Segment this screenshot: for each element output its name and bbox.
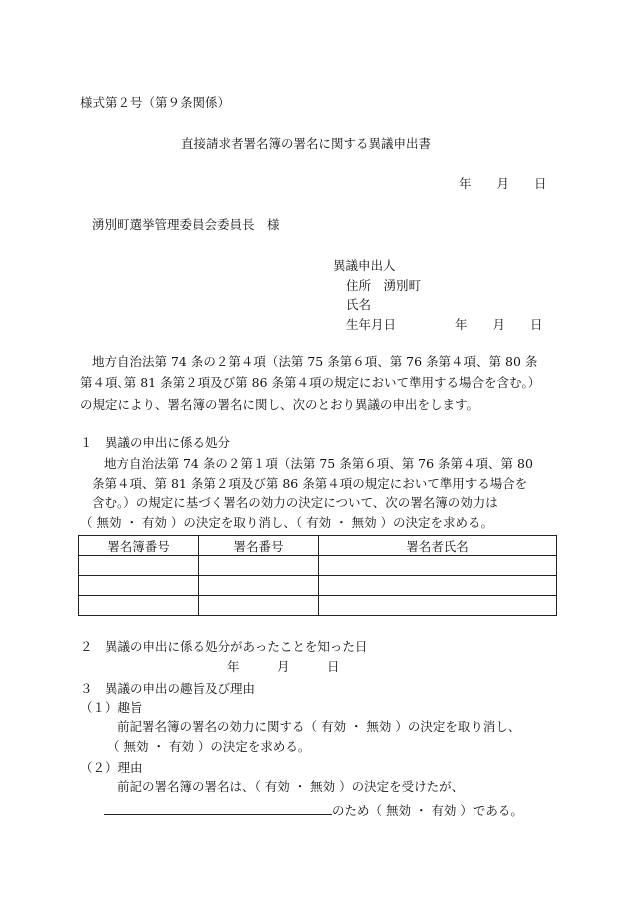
intro-line-1: 地方自治法第 74 条の２第４項（法第 75 条第６項、第 76 条第４項、第 80 条	[92, 354, 538, 369]
section1-line-4: （ 無効 ・ 有効 ）の決定を取り消し、（ 有効 ・ 無効 ）の決定を求める。	[80, 515, 494, 530]
form-number: 様式第２号（第９条関係）	[80, 95, 231, 110]
section3-sub2-line-2-wrap	[104, 802, 523, 818]
table-cell	[79, 556, 199, 576]
section2-date: 年 月 日	[227, 659, 340, 674]
section3-sub2-line-1: 前記の署名簿の署名は、（ 有効 ・ 無効 ）の決定を受けたが、	[117, 779, 465, 794]
table-cell	[319, 576, 557, 596]
applicant-address: 住所 湧別町	[346, 278, 422, 293]
table-row	[79, 596, 557, 616]
table-cell	[319, 596, 557, 616]
section1-line-1: 地方自治法第 74 条の２第１項（法第 75 条第６項、第 76 条第４項、第 80	[104, 456, 533, 471]
section2-heading: ２ 異議の申出に係る処分があったことを知った日	[80, 639, 368, 654]
table-row	[79, 556, 557, 576]
section1-line-3: 含む｡）の規定に基づく署名の効力の決定について、次の署名簿の効力は	[92, 495, 498, 510]
signature-table	[78, 535, 557, 616]
applicant-birth-label: 生年月日	[346, 317, 397, 332]
table-cell	[199, 556, 319, 576]
document-title: 直接請求者署名簿の署名に関する異議申出書	[181, 136, 432, 151]
table-header-row	[79, 536, 557, 556]
table-cell	[79, 576, 199, 596]
section1-line-2: 条第４項、第 81 条第２項及び第 86 条第４項の規定において準用する場合を	[92, 476, 528, 491]
section3-sub1-line-1: 前記署名簿の署名の効力に関する（ 有効 ・ 無効 ）の決定を取り消し、	[117, 719, 521, 734]
applicant-birth-date: 年 月 日	[455, 317, 543, 332]
section1-heading: １ 異議の申出に係る処分	[80, 435, 231, 450]
section3-sub1-line-2: （ 無効 ・ 有効 ）の決定を求める。	[107, 739, 311, 754]
table-cell	[79, 596, 199, 616]
table-row	[79, 576, 557, 596]
submission-date: 年 月 日	[459, 176, 547, 191]
reason-blank-line	[104, 802, 332, 815]
section3-sub2-heading: （２）理由	[80, 760, 143, 775]
table-cell	[319, 556, 557, 576]
applicant-heading: 異議申出人	[333, 258, 396, 273]
section3-sub1-heading: （１）趣旨	[80, 700, 143, 715]
header-signature-no: 署名番号	[199, 536, 319, 556]
header-signature-book-no: 署名簿番号	[79, 536, 199, 556]
intro-line-2: 第４項､第 81 条第２項及び第 86 条第４項の規定において準用する場合を含む｡）	[80, 375, 541, 390]
addressee: 湧別町選挙管理委員会委員長 様	[92, 217, 280, 232]
section3-heading: ３ 異議の申出の趣旨及び理由	[80, 681, 256, 696]
table-cell	[199, 596, 319, 616]
intro-line-3: の規定により、署名簿の署名に関し、次のとおり異議の申出をします。	[80, 397, 480, 412]
header-signer-name: 署名者氏名	[319, 536, 557, 556]
table-cell	[199, 576, 319, 596]
applicant-name-label: 氏名	[346, 297, 372, 312]
section3-sub2-line-2: のため（ 無効 ・ 有効 ）である。	[332, 803, 523, 818]
